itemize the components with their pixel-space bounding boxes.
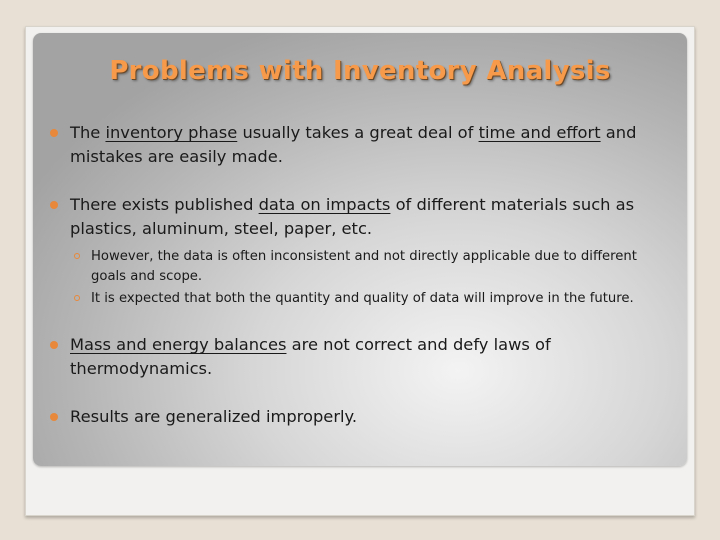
bullet-text: and mistakes are easily made. bbox=[70, 123, 637, 166]
sub-bullet-text: It is expected that both the quantity and quality of data will improve in the future. bbox=[91, 291, 634, 306]
underlined-term: Mass and energy balances bbox=[70, 335, 287, 354]
sub-bullet-ring-icon bbox=[74, 295, 80, 301]
bullet-dot-icon bbox=[50, 413, 58, 421]
bullet-item bbox=[48, 121, 676, 169]
underlined-term: inventory phase bbox=[105, 123, 238, 142]
bullet-item bbox=[48, 193, 676, 309]
sub-bullet-list bbox=[70, 247, 676, 309]
bullet-text: are not correct and defy laws of thermodynamics. bbox=[70, 335, 551, 378]
sub-bullet-item bbox=[70, 247, 676, 287]
bullet-item bbox=[48, 333, 676, 381]
bullet-text: Results are generalized improperly. bbox=[70, 407, 358, 426]
bullet-item bbox=[48, 405, 676, 429]
bullet-list bbox=[48, 121, 676, 429]
slide-title: Problems with Inventory Analysis bbox=[109, 56, 611, 86]
bullet-text: There exists published bbox=[70, 195, 259, 214]
underlined-term: time and effort bbox=[478, 123, 601, 142]
bullet-text: usually takes a great deal of bbox=[237, 123, 479, 142]
bullet-text: The bbox=[70, 123, 106, 142]
bullet-dot-icon bbox=[50, 341, 58, 349]
sub-bullet-text: However, the data is often inconsistent and not directly applicable due to different goals and scope. bbox=[91, 249, 637, 284]
underlined-term: data on impacts bbox=[258, 195, 391, 214]
bullet-dot-icon bbox=[50, 201, 58, 209]
sub-bullet-ring-icon bbox=[74, 253, 80, 259]
bullet-dot-icon bbox=[50, 129, 58, 137]
sub-bullet-item bbox=[70, 289, 676, 309]
bullet-text: of different materials such as plastics, aluminum, steel, paper, etc. bbox=[70, 195, 635, 238]
